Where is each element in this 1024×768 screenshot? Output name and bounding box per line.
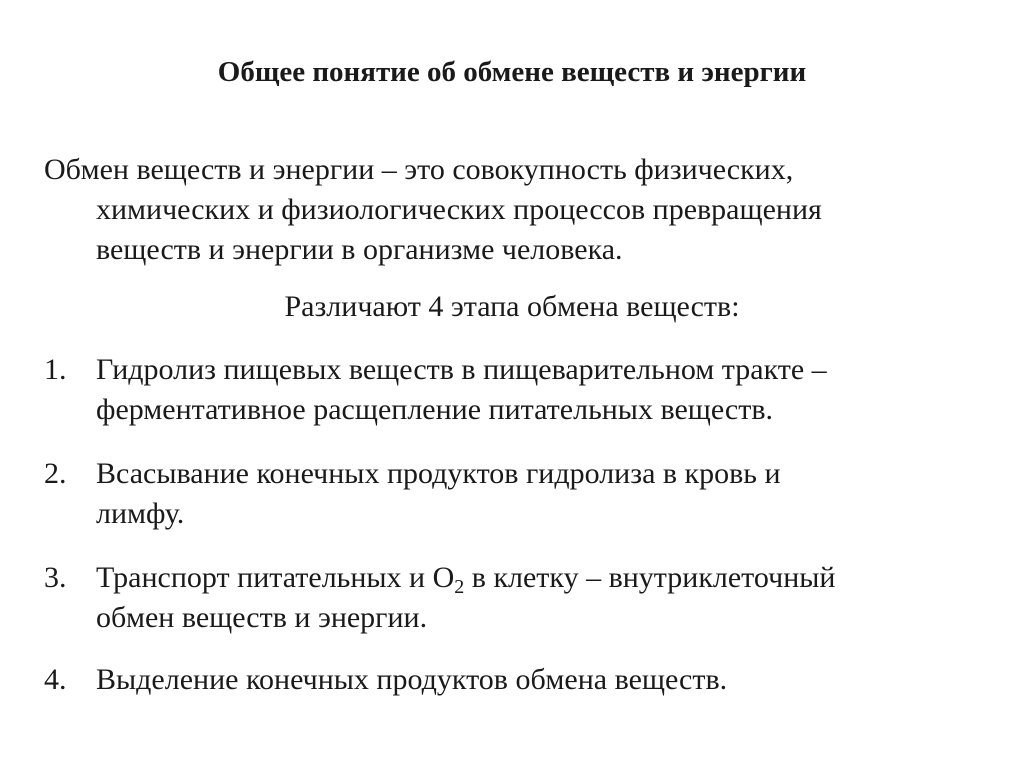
list-item-line-1 (96, 558, 984, 598)
definition-line-3: веществ и энергии в организме человека. (96, 233, 623, 266)
oxygen-subscript: 2 (454, 576, 465, 598)
list-item-line-1: Выделение конечных продуктов обмена веществ. (96, 663, 728, 696)
stages-intro: Различают 4 этапа обмена веществ: (284, 290, 740, 323)
stages-list (44, 350, 984, 700)
list-item-number: 4. (44, 663, 67, 696)
line-text-after-subscript: в клетку – внутриклеточный (464, 561, 836, 594)
list-item-number: 2. (44, 457, 67, 490)
list-item-line-1: Всасывание конечных продуктов гидролиза в кровь и (96, 457, 781, 490)
line-text-before-subscript: Транспорт питательных и О (96, 561, 455, 594)
list-item-line-2: ферментативное расщепление питательных веществ. (96, 393, 774, 426)
list-item (44, 558, 984, 638)
list-item-line-1: Гидролиз пищевых веществ в пищеварительном тракте – (96, 353, 827, 386)
list-item-line-2: лимфу. (96, 497, 185, 530)
definition-paragraph (44, 150, 974, 270)
list-item-number: 1. (44, 353, 67, 386)
list-item-number: 3. (44, 561, 67, 594)
list-item-line-2: обмен веществ и энергии. (96, 601, 428, 634)
list-item (44, 350, 984, 430)
slide-title: Общее понятие об обмене веществ и энергии (217, 56, 807, 88)
definition-line-2: химических и физиологических процессов превращения (96, 193, 822, 226)
definition-line-1: Обмен веществ и энергии – это совокупность физических, (44, 153, 794, 186)
definition-continuation (44, 190, 974, 270)
list-item (44, 454, 984, 534)
list-item (44, 660, 984, 700)
